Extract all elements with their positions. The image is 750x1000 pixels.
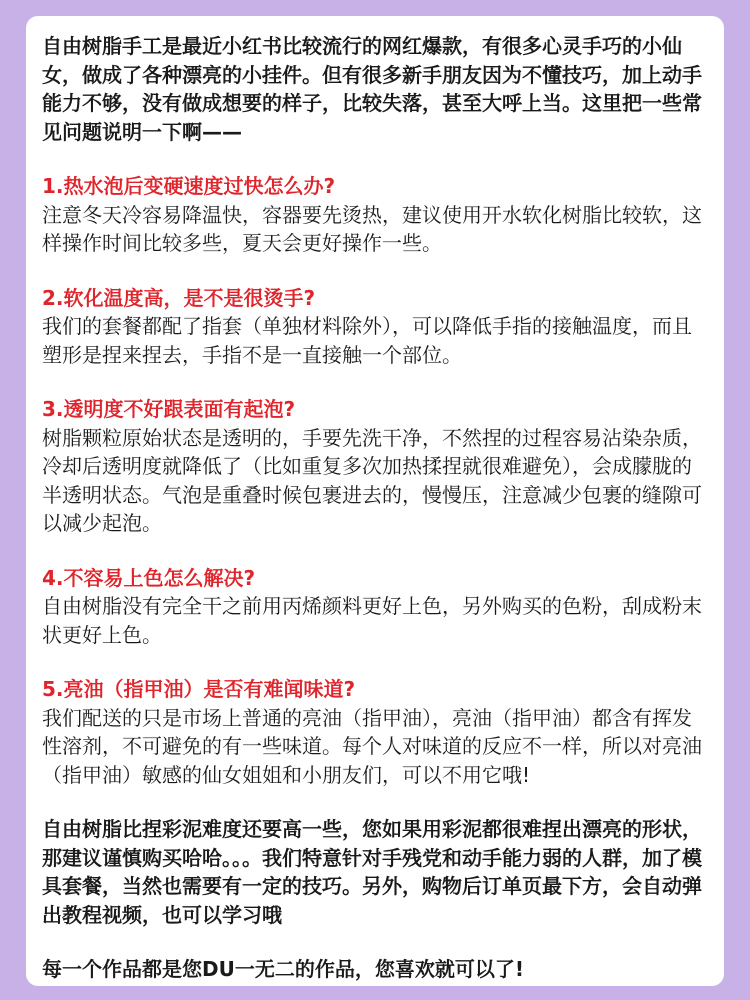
faq-question-1: 1.热水泡后变硬速度过快怎么办? xyxy=(42,174,336,198)
faq-answer-4: 自由树脂没有完全干之前用丙烯颜料更好上色，另外购买的色粉，刮成粉末状更好上色。 xyxy=(42,594,702,647)
intro-paragraph: 自由树脂手工是最近小红书比较流行的网红爆款，有很多心灵手巧的小仙女，做成了各种漂亮的小挂件。但有很多新手朋友因为不懂技巧，加上动手能力不够，没有做成想要的样子，比较失落，甚至大呼上当。这里把一些常见问题说明一下啊—— xyxy=(42,34,702,144)
faq-item-4 xyxy=(42,564,708,650)
faq-answer-2: 我们的套餐都配了指套（单独材料除外），可以降低手指的接触温度，而且塑形是捏来捏去，手指不是一直接触一个部位。 xyxy=(42,314,692,367)
faq-answer-3: 树脂颗粒原始状态是透明的，手要先洗干净，不然捏的过程容易沾染杂质，冷却后透明度就降低了（比如重复多次加热揉捏就很难避免），会成朦胧的半透明状态。气泡是重叠时候包裹进去的，慢慢压，注意减少包裹的缝隙可以减少起泡。 xyxy=(42,425,702,535)
faq-answer-5: 我们配送的只是市场上普通的亮油（指甲油），亮油（指甲油）都含有挥发性溶剂，不可避免的有一些味道。每个人对味道的反应不一样，所以对亮油（指甲油）敏感的仙女姐姐和小朋友们，可以不用它哦! xyxy=(42,705,702,787)
faq-question-5: 5.亮油（指甲油）是否有难闻味道? xyxy=(42,677,356,701)
faq-item-2 xyxy=(42,284,708,370)
faq-question-2: 2.软化温度高，是不是很烫手? xyxy=(42,285,316,310)
faq-item-1 xyxy=(42,172,708,258)
closing-line: 每一个作品都是您DU一无二的作品，您喜欢就可以了! xyxy=(42,957,524,981)
faq-item-5 xyxy=(42,675,708,789)
faq-question-4: 4.不容易上色怎么解决? xyxy=(42,565,256,590)
faq-item-3 xyxy=(42,395,708,538)
content-card xyxy=(26,16,724,986)
faq-question-3: 3.透明度不好跟表面有起泡? xyxy=(42,397,296,421)
faq-answer-1: 注意冬天冷容易降温快，容器要先烫热，建议使用开水软化树脂比较软，这样操作时间比较多些，夏天会更好操作一些。 xyxy=(42,202,702,255)
outro-paragraph: 自由树脂比捏彩泥难度还要高一些，您如果用彩泥都很难捏出漂亮的形状，那建议谨慎购买哈哈。。。我们特意针对手残党和动手能力弱的人群，加了模具套餐，当然也需要有一定的技巧。另外，购物后订单页最下方，会自动弹出教程视频，也可以学习哦 xyxy=(42,817,702,927)
